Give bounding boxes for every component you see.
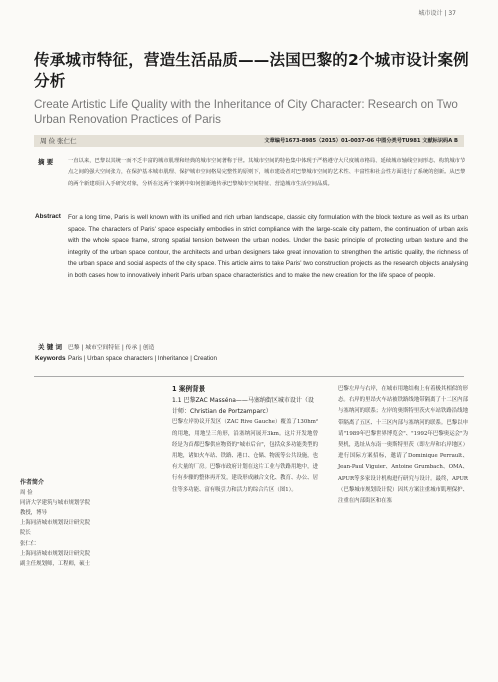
running-header: 城市设计 | 37 — [418, 10, 456, 17]
section-divider — [34, 376, 464, 377]
keywords-en-text: Paris | Urban space characters | Inheritance | Creation — [68, 355, 217, 362]
keywords-zh-text: 巴黎 | 城市空间特征 | 传承 | 创造 — [68, 345, 155, 351]
body-column-2 — [338, 384, 468, 507]
article-meta: 文章编号1673-8985（2015）01-0037-06 中图分类号TU981 文献标识码A B — [264, 138, 458, 144]
subsection-heading: 1.1 巴黎ZAC Masséna——马塞纳街区城市设计（设计师：Christian de Portzamparc） — [172, 397, 314, 416]
author-bar — [34, 135, 464, 147]
author-names: 周 俭 张仁仁 — [40, 137, 77, 145]
abstract-zh-label: 摘 要 — [38, 158, 54, 166]
author-intro-line: 同济大学建筑与城市规划学院 — [20, 500, 91, 507]
keywords-en-label: Keywords — [35, 355, 66, 362]
body-column-1 — [172, 384, 318, 496]
author-intro-line: 上海同济城市规划设计研究院 — [20, 520, 91, 527]
author-intro — [20, 478, 138, 569]
abstract-zh-text: 一直以来，巴黎以其统一而不乏丰富的城市肌理和经典的城市空间著称于世。其城市空间的特色集中体现于严格遵守大尺度城市格局、延续城市轴线空间形态、构筑城市节点之间的强大空间张力，在保护基本城市肌理、保护城市空间格局完整性的原则下，城市建设者对巴黎城市空间的艺术性、丰富性和社会性方面进行了系统的创新。从巴黎的两个新建项目入手研究对象，分析在这两个案例中如何创新地传承巴黎城市空间特征、营造城市生活空间品质。 — [68, 158, 466, 187]
author-intro-line: 上海同济城市规划设计研究院 — [20, 550, 91, 557]
section-heading: 1 案例背景 — [172, 385, 206, 393]
article-title-zh: 传承城市特征，营造生活品质——法国巴黎的2个城市设计案例分析 — [34, 51, 469, 90]
author-intro-line: 副主任规划师，工程师，硕士 — [20, 560, 91, 567]
body-paragraph: 巴黎左岸协议开发区（ZAC Rive Gauche）覆盖了130hm²的用地，用地呈三角形，沿塞纳河展开3km。这片开发地曾经是为首都巴黎供应物资的"城市后台"，包括众多功能类型的用地，诸如火车站、铁路、港口、仓储、物流等公共设施，也有大量的厂房。巴黎市政府计划在这片工业与铁路用地中，进行有步骤的整体再开发，建设形成融合文化、教育、办公、居住等多功能、富有吸引力和活力的综合片区（图1）。 — [172, 419, 318, 493]
abstract-en-text: For a long time, Paris is well known with its unified and rich urban landscape, classic city formulation with the block texture as well as its urban space. The characters of Paris' space especially embodies in strict compliance with the large-scale city pattern, the continuation of urban axis with the whole space frame, strong spatial tension between the urban nodes. Under the basic principle of protecting urban texture and the integrity of the urban space contour, the architects and urban designers take great innovation to strengthen the artistic quality, the richness of the urban space and social aspects of the city space. This article aims to take Paris' two construction projects as the research objects analysing in both cases how to innovatively inherit Paris urban space characteristics and to make the new creation for the life space of people. — [68, 214, 468, 279]
author-intro-heading: 作者简介 — [20, 479, 45, 486]
author-intro-line: 周 俭 — [20, 490, 33, 497]
keywords-zh-label: 关 键 词 — [38, 343, 63, 351]
author-intro-line: 教授，博导 — [20, 510, 47, 517]
author-intro-line: 院长 — [20, 530, 31, 537]
body-paragraph: 巴黎左岸与右岸，在城市用地结构上有着极其相似的形态。右岸的里昂火车站被铁路线地带隔离了十二区内部与塞纳河的联系；左岸的奥斯特里茨火车站铁路沿线地带隔离了五区、十三区内部与塞纳河的联系。巴黎以申请"1989年巴黎世界博览会"、"1992年巴黎奥运会"为契机，选址从东南一奥斯特里茨（即左岸和右岸地区）进行国际方案招标，邀请了Dominique Perrault、Jean-Paul Viguier、Antoine Grumbach、OMA、APUR等多家设计机构进行研究与设计。最终，APUR（巴黎城市规划设计院）因其方案注重城市肌理保护、注重在内部街区和在塞 — [338, 386, 468, 505]
abstract-en-label: Abstract — [35, 213, 61, 220]
article-title-en: Create Artistic Life Quality with the Inheritance of City Character: Research on Two Urban Renovation Practices of Paris — [34, 98, 458, 126]
author-intro-line: 张仁仁 — [20, 540, 37, 547]
